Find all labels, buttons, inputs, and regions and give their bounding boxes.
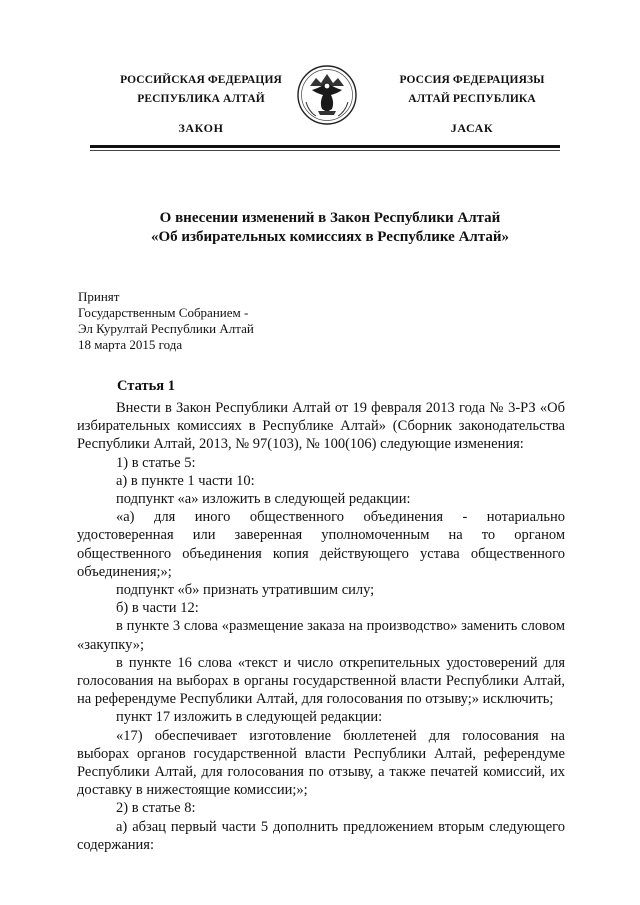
article-paragraph: Внести в Закон Республики Алтай от 19 февраля 2013 года № 3-РЗ «Об избирательных комиссиях в Республике Алтай» (Сборник законодательства Республики Алтай, 2013, № 97(103), № 100(106) следующие изменения: (77, 400, 565, 453)
article-paragraph: 1) в статье 5: (116, 454, 196, 471)
adoption-line: Государственным Собранием - (78, 305, 249, 320)
header-divider-thin (90, 150, 560, 151)
article-paragraph: б) в части 12: (116, 600, 199, 617)
adoption-line: Принят (78, 289, 120, 304)
header-right (377, 71, 567, 138)
header-left (106, 71, 296, 138)
article-paragraph: подпункт «а» изложить в следующей редакции: (116, 491, 411, 508)
article-paragraph: а) абзац первый части 5 дополнить предложением вторым следующего содержания: (77, 818, 565, 853)
article-paragraph: «а) для иного общественного объединения - нотариально удостоверенная или заверенная уполномоченным на то органом общественного объединения копия действующего устава общественного объединения;»; (77, 509, 565, 580)
adoption-line: Эл Курултай Республики Алтай (78, 321, 254, 336)
header-right-doc-type: JАСАК (450, 121, 494, 135)
header-right-republic: АЛТАЙ РЕСПУБЛИКА (408, 93, 536, 105)
header-left-republic: РЕСПУБЛИКА АЛТАЙ (137, 93, 265, 105)
article-paragraph: в пункте 16 слова «текст и число открепительных удостоверений для голосования на выборах в органы государственной власти Республики Алтай, на референдуме Республики Алтай, для голосования по отзыву;» исключить; (77, 654, 565, 708)
header-left-country: РОССИЙСКАЯ ФЕДЕРАЦИЯ (120, 74, 282, 86)
article-paragraph: «17) обеспечивает изготовление бюллетеней для голосования на выборах органов государственной власти Республики Алтай, референдуме Республики Алтай, для голосования по отзыву, а также печатей комиссий, их доставку в нижестоящие комиссии;»; (77, 727, 565, 799)
header-right-country: РОССИЯ ФЕДЕРАЦИЯЗЫ (399, 74, 545, 86)
article-paragraph: а) в пункте 1 части 10: (116, 472, 255, 489)
article-paragraph: в пункте 3 слова «размещение заказа на производство» заменить словом «закупку»; (77, 618, 565, 653)
header-left-doc-type: ЗАКОН (178, 121, 224, 135)
law-title (80, 209, 580, 247)
header-divider (90, 145, 560, 148)
article-paragraph: подпункт «б» признать утратившим силу; (116, 582, 375, 599)
article-body (77, 399, 565, 854)
article-paragraph: 2) в статье 8: (116, 800, 196, 817)
adoption-block (78, 289, 254, 353)
law-title-line: О внесении изменений в Закон Республики Алтай (159, 210, 501, 226)
article-heading: Статья 1 (117, 378, 175, 394)
law-title-line: «Об избирательных комиссиях в Республике Алтай» (150, 229, 510, 245)
coat-of-arms-icon (296, 64, 358, 126)
article-paragraph: пункт 17 изложить в следующей редакции: (116, 709, 383, 726)
adoption-date: 18 марта 2015 года (78, 337, 183, 352)
